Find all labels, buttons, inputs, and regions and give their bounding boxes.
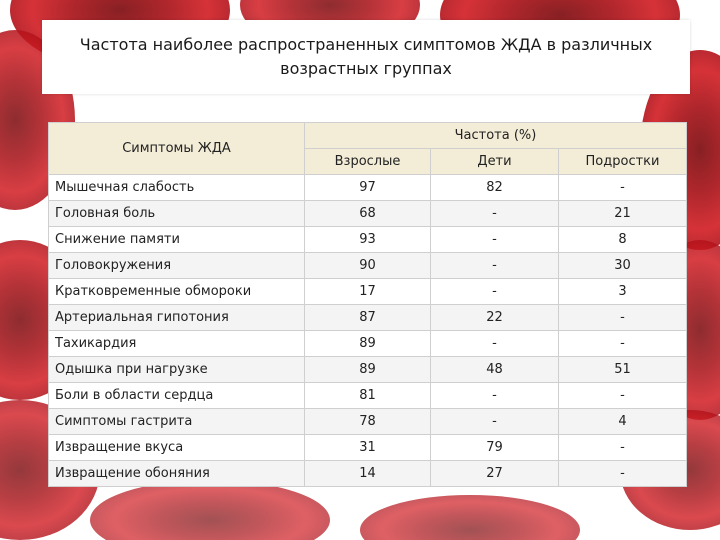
- symptoms-table-container: [48, 122, 686, 481]
- symptom-cell: Тахикардия: [49, 331, 305, 357]
- symptom-cell: Головная боль: [49, 201, 305, 227]
- title-box: [42, 20, 690, 94]
- teens-cell: -: [559, 435, 687, 461]
- symptom-cell: Снижение памяти: [49, 227, 305, 253]
- symptoms-frequency-table: [48, 122, 687, 487]
- teens-cell: -: [559, 383, 687, 409]
- children-cell: 82: [431, 175, 559, 201]
- symptom-cell: Симптомы гастрита: [49, 409, 305, 435]
- table-row: [49, 227, 687, 253]
- children-cell: 79: [431, 435, 559, 461]
- table-row: [49, 435, 687, 461]
- teens-cell: 30: [559, 253, 687, 279]
- teens-cell: -: [559, 331, 687, 357]
- symptom-cell: Одышка при нагрузке: [49, 357, 305, 383]
- adults-cell: 90: [305, 253, 431, 279]
- teens-cell: 21: [559, 201, 687, 227]
- symptom-cell: Извращение вкуса: [49, 435, 305, 461]
- children-cell: -: [431, 253, 559, 279]
- teens-cell: 4: [559, 409, 687, 435]
- adults-cell: 93: [305, 227, 431, 253]
- table-row: [49, 175, 687, 201]
- symptom-cell: Мышечная слабость: [49, 175, 305, 201]
- children-cell: -: [431, 409, 559, 435]
- children-cell: -: [431, 331, 559, 357]
- children-cell: -: [431, 279, 559, 305]
- table-row: [49, 253, 687, 279]
- teens-cell: -: [559, 305, 687, 331]
- slide-title: Частота наиболее распространенных симптомов ЖДА в различных возрастных группах: [79, 35, 653, 78]
- table-body: [49, 175, 687, 487]
- symptom-cell: Боли в области сердца: [49, 383, 305, 409]
- table-row: [49, 331, 687, 357]
- children-cell: 48: [431, 357, 559, 383]
- adults-cell: 81: [305, 383, 431, 409]
- table-row: [49, 357, 687, 383]
- children-cell: 27: [431, 461, 559, 487]
- adults-cell: 31: [305, 435, 431, 461]
- teens-cell: 3: [559, 279, 687, 305]
- teens-cell: 8: [559, 227, 687, 253]
- adults-cell: 97: [305, 175, 431, 201]
- symptom-column-header: Симптомы ЖДА: [49, 123, 305, 175]
- teens-cell: -: [559, 461, 687, 487]
- adults-cell: 78: [305, 409, 431, 435]
- children-column-header: Дети: [431, 149, 559, 175]
- table-row: [49, 305, 687, 331]
- teens-cell: -: [559, 175, 687, 201]
- adults-cell: 87: [305, 305, 431, 331]
- adults-cell: 14: [305, 461, 431, 487]
- symptom-cell: Извращение обоняния: [49, 461, 305, 487]
- symptom-cell: Головокружения: [49, 253, 305, 279]
- symptom-cell: Кратковременные обмороки: [49, 279, 305, 305]
- adults-column-header: Взрослые: [305, 149, 431, 175]
- table-row: [49, 461, 687, 487]
- children-cell: -: [431, 383, 559, 409]
- frequency-column-header: Частота (%): [305, 123, 687, 149]
- teens-column-header: Подростки: [559, 149, 687, 175]
- adults-cell: 17: [305, 279, 431, 305]
- adults-cell: 68: [305, 201, 431, 227]
- teens-cell: 51: [559, 357, 687, 383]
- table-row: [49, 383, 687, 409]
- children-cell: -: [431, 227, 559, 253]
- adults-cell: 89: [305, 331, 431, 357]
- table-row: [49, 279, 687, 305]
- children-cell: 22: [431, 305, 559, 331]
- table-row: [49, 409, 687, 435]
- symptom-cell: Артериальная гипотония: [49, 305, 305, 331]
- children-cell: -: [431, 201, 559, 227]
- adults-cell: 89: [305, 357, 431, 383]
- table-row: [49, 201, 687, 227]
